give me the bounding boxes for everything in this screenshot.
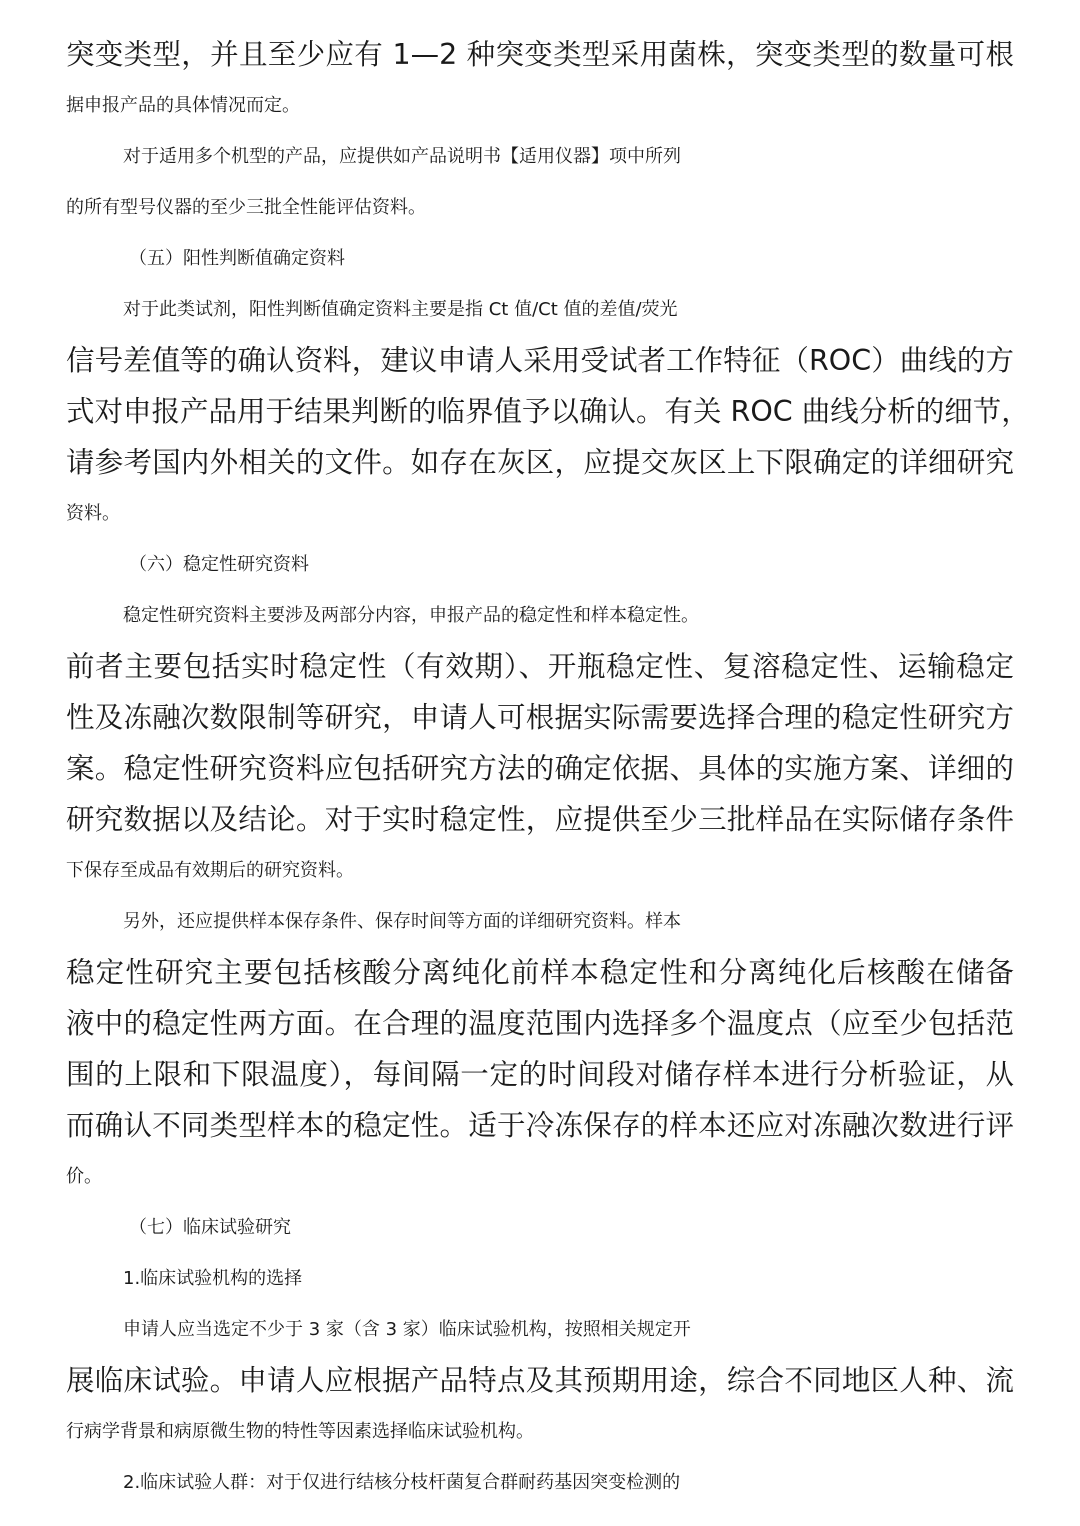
- text-line: 下保存至成品有效期后的研究资料。: [66, 860, 354, 881]
- section-heading: （七）临床试验研究: [129, 1217, 291, 1238]
- text-line: 申请人应当选定不少于 3 家（含 3 家）临床试验机构，按照相关规定开: [123, 1319, 691, 1340]
- subsection-heading: 2.临床试验人群：对于仅进行结核分枝杆菌复合群耐药基因突变检测的: [123, 1472, 681, 1493]
- text-line: 性及冻融次数限制等研究，申请人可根据实际需要选择合理的稳定性研究方: [66, 701, 1014, 734]
- text-line: 稳定性研究主要包括核酸分离纯化前样本稳定性和分离纯化后核酸在储备: [66, 956, 1014, 989]
- text-line: 请参考国内外相关的文件。如存在灰区，应提交灰区上下限确定的详细研究: [66, 446, 1014, 479]
- text-line: 展临床试验。申请人应根据产品特点及其预期用途，综合不同地区人种、流: [66, 1364, 1014, 1397]
- text-line: 资料。: [66, 503, 120, 524]
- text-line: 突变类型，并且至少应有 1—2 种突变类型采用菌株，突变类型的数量可根: [66, 38, 1014, 71]
- text-line: 液中的稳定性两方面。在合理的温度范围内选择多个温度点（应至少包括范: [66, 1007, 1014, 1040]
- text-line: 另外，还应提供样本保存条件、保存时间等方面的详细研究资料。样本: [123, 911, 681, 932]
- text-line: 而确认不同类型样本的稳定性。适于冷冻保存的样本还应对冻融次数进行评: [66, 1109, 1014, 1142]
- text-line: 对于此类试剂，阳性判断值确定资料主要是指 Ct 值/Ct 值的差值/荧光: [123, 299, 678, 320]
- section-heading: （五）阳性判断值确定资料: [129, 248, 345, 269]
- text-line: 信号差值等的确认资料，建议申请人采用受试者工作特征（ROC）曲线的方: [66, 344, 1014, 377]
- text-line: 研究数据以及结论。对于实时稳定性，应提供至少三批样品在实际储存条件: [66, 803, 1014, 836]
- text-line: 据申报产品的具体情况而定。: [66, 95, 300, 116]
- subsection-heading: 1.临床试验机构的选择: [123, 1268, 303, 1289]
- text-line: 价。: [66, 1166, 102, 1187]
- text-line: 对于适用多个机型的产品，应提供如产品说明书【适用仪器】项中所列: [123, 146, 681, 167]
- text-line: 的所有型号仪器的至少三批全性能评估资料。: [66, 197, 426, 218]
- text-line: 案。稳定性研究资料应包括研究方法的确定依据、具体的实施方案、详细的: [66, 752, 1014, 785]
- text-line: 围的上限和下限温度），每间隔一定的时间段对储存样本进行分析验证，从: [66, 1058, 1014, 1091]
- section-heading: （六）稳定性研究资料: [129, 554, 309, 575]
- text-line: 稳定性研究资料主要涉及两部分内容，申报产品的稳定性和样本稳定性。: [123, 605, 699, 626]
- text-line: 式对申报产品用于结果判断的临界值予以确认。有关 ROC 曲线分析的细节，: [66, 395, 1030, 428]
- text-line: 前者主要包括实时稳定性（有效期）、开瓶稳定性、复溶稳定性、运输稳定: [66, 650, 1014, 683]
- text-line: 行病学背景和病原微生物的特性等因素选择临床试验机构。: [66, 1421, 534, 1442]
